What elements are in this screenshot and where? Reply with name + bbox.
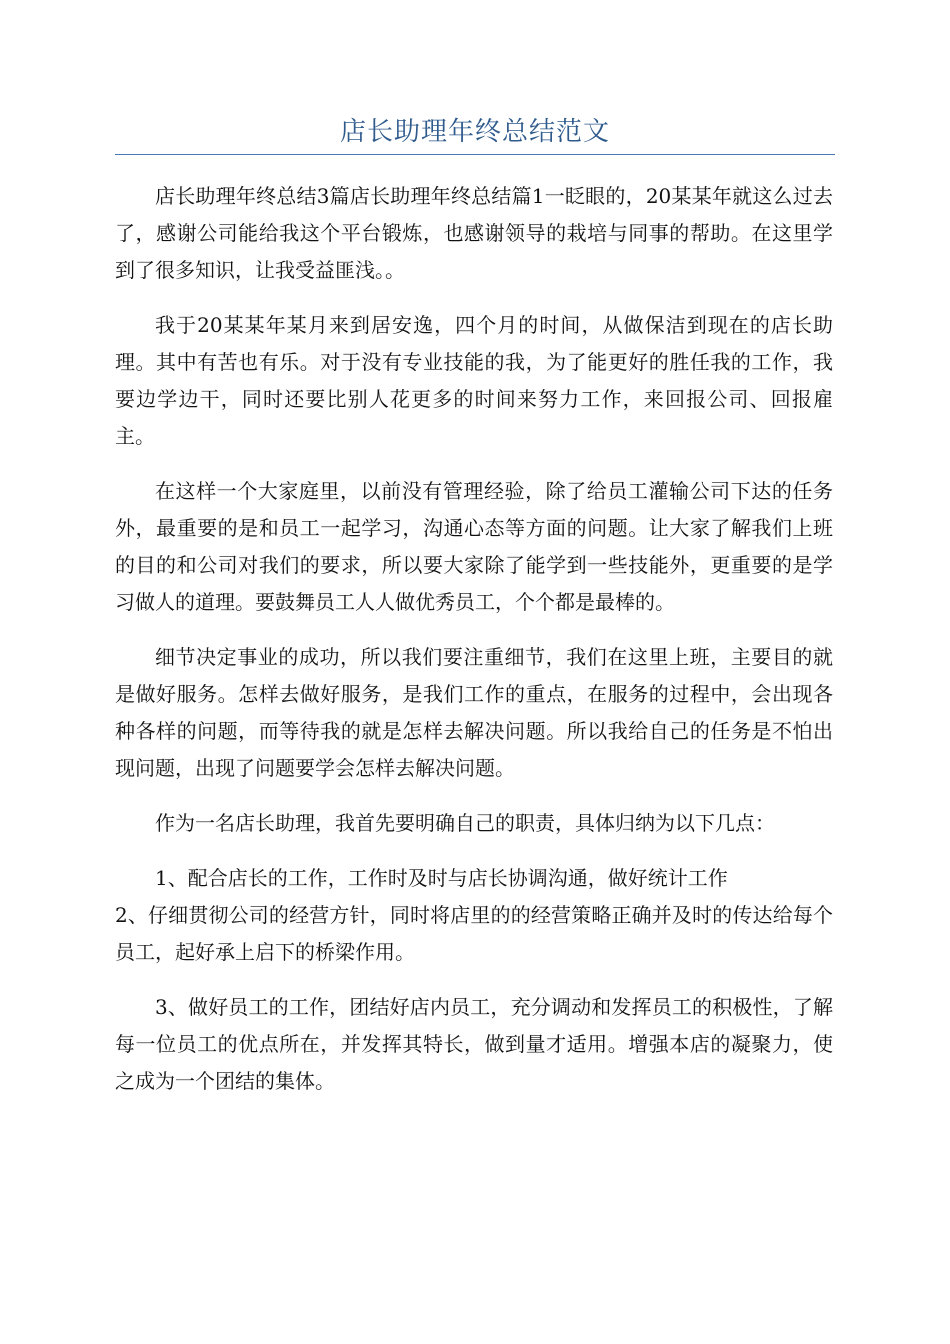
paragraph-3: 在这样一个大家庭里，以前没有管理经验，除了给员工灌输公司下达的任务外，最重要的是和员工一起学习，沟通心态等方面的问题。让大家了解我们上班的目的和公司对我们的要求，所以要大家除了能学到一些技能外，更重要的是学习做人的道理。要鼓舞员工人人做优秀员工，个个都是最棒的。 — [115, 479, 833, 614]
document-body — [115, 178, 833, 1118]
list-item-1: 1、配合店长的工作，工作时及时与店长协调沟通，做好统计工作 — [155, 866, 728, 890]
list-item-2: 2、仔细贯彻公司的经营方针，同时将店里的的经营策略正确并及时的传达给每个员工，起好承上启下的桥梁作用。 — [115, 903, 833, 964]
title-underline — [115, 154, 835, 155]
paragraph-4: 细节决定事业的成功，所以我们要注重细节，我们在这里上班，主要目的就是做好服务。怎样去做好服务，是我们工作的重点，在服务的过程中，会出现各种各样的问题，而等待我的就是怎样去解决问题。所以我给自己的任务是不怕出现问题，出现了问题要学会怎样去解决问题。 — [115, 645, 833, 780]
paragraph-5: 作为一名店长助理，我首先要明确自己的职责，具体归纳为以下几点： — [155, 811, 775, 835]
paragraph-1: 店长助理年终总结3篇店长助理年终总结篇1一眨眼的，20某某年就这么过去了，感谢公司能给我这个平台锻炼，也感谢领导的栽培与同事的帮助。在这里学到了很多知识，让我受益匪浅。。 — [115, 184, 833, 282]
paragraph-2: 我于20某某年某月来到居安逸，四个月的时间，从做保洁到现在的店长助理。其中有苦也有乐。对于没有专业技能的我，为了能更好的胜任我的工作，我要边学边干，同时还要比别人花更多的时间来努力工作，来回报公司、回报雇主。 — [115, 313, 833, 448]
list-item-3: 3、做好员工的工作，团结好店内员工，充分调动和发挥员工的积极性，了解每一位员工的优点所在，并发挥其特长，做到量才适用。增强本店的凝聚力，使之成为一个团结的集体。 — [115, 995, 833, 1093]
document-title: 店长助理年终总结范文 — [339, 117, 610, 147]
